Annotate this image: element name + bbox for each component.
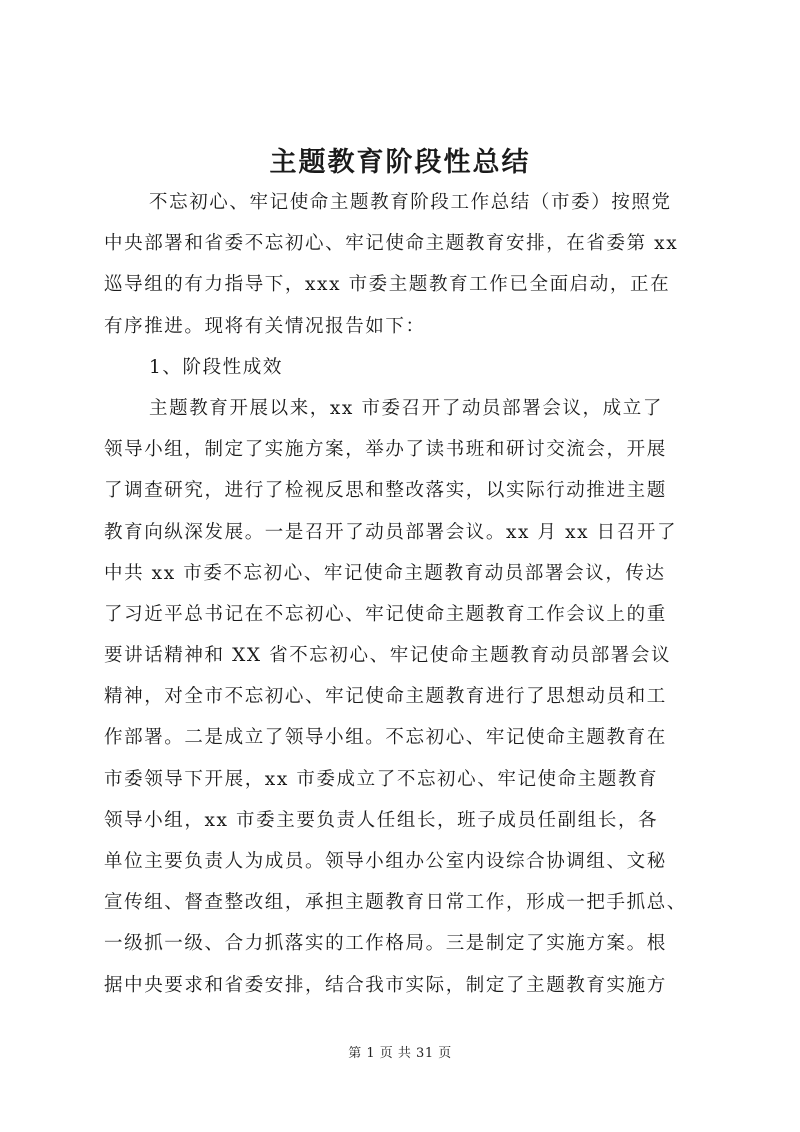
body-line: 领导小组，xx 市委主要负责人任组长，班子成员任副组长，各: [104, 809, 659, 831]
body-line: 要讲话精神和 XX 省不忘初心、牢记使命主题教育动员部署会议: [104, 645, 672, 667]
body-line: 主题教育开展以来，xx 市委召开了动员部署会议，成立了: [149, 397, 663, 419]
body-line: 一级抓一级、合力抓落实的工作格局。三是制定了实施方案。根: [104, 933, 667, 955]
body-line: 不忘初心、牢记使命主题教育阶段工作总结（市委）按照党: [149, 192, 672, 213]
body-line: 市委领导下开展，xx 市委成立了不忘初心、牢记使命主题教育: [104, 768, 659, 790]
section-heading: 1、阶段性成效: [149, 356, 283, 378]
body-line: 精神，对全市不忘初心、牢记使命主题教育进行了思想动员和工: [104, 686, 667, 708]
page-number: 第 1 页 共 31 页: [348, 1046, 452, 1061]
body-line: 领导小组，制定了实施方案，举办了读书班和研讨交流会，开展: [104, 439, 667, 461]
body-line: 了调查研究，进行了检视反思和整改落实，以实际行动推进主题: [104, 480, 667, 502]
body-line: 有序推进。现将有关情况报告如下：: [104, 315, 426, 337]
body-line: 宣传组、督查整改组，承担主题教育日常工作，形成一把手抓总、: [104, 892, 687, 914]
body-line: 了习近平总书记在不忘初心、牢记使命主题教育工作会议上的重: [104, 603, 667, 625]
body-line: 中央部署和省委不忘初心、牢记使命主题教育安排，在省委第 xx: [104, 233, 679, 255]
body-line: 作部署。二是成立了领导小组。不忘初心、牢记使命主题教育在: [104, 727, 667, 749]
body-line: 据中央要求和省委安排，结合我市实际，制定了主题教育实施方: [104, 974, 667, 996]
body-line: 巡导组的有力指导下，xxx 市委主题教育工作已全面启动，正在: [104, 274, 671, 296]
body-line: 教育向纵深发展。一是召开了动员部署会议。xx 月 xx 日召开了: [104, 521, 678, 543]
body-line: 单位主要负责人为成员。领导小组办公室内设综合协调组、文秘: [104, 851, 667, 872]
page-title: 主题教育阶段性总结: [269, 147, 531, 178]
body-line: 中共 xx 市委不忘初心、牢记使命主题教育动员部署会议，传达: [104, 562, 666, 584]
document-body: [104, 182, 700, 1006]
